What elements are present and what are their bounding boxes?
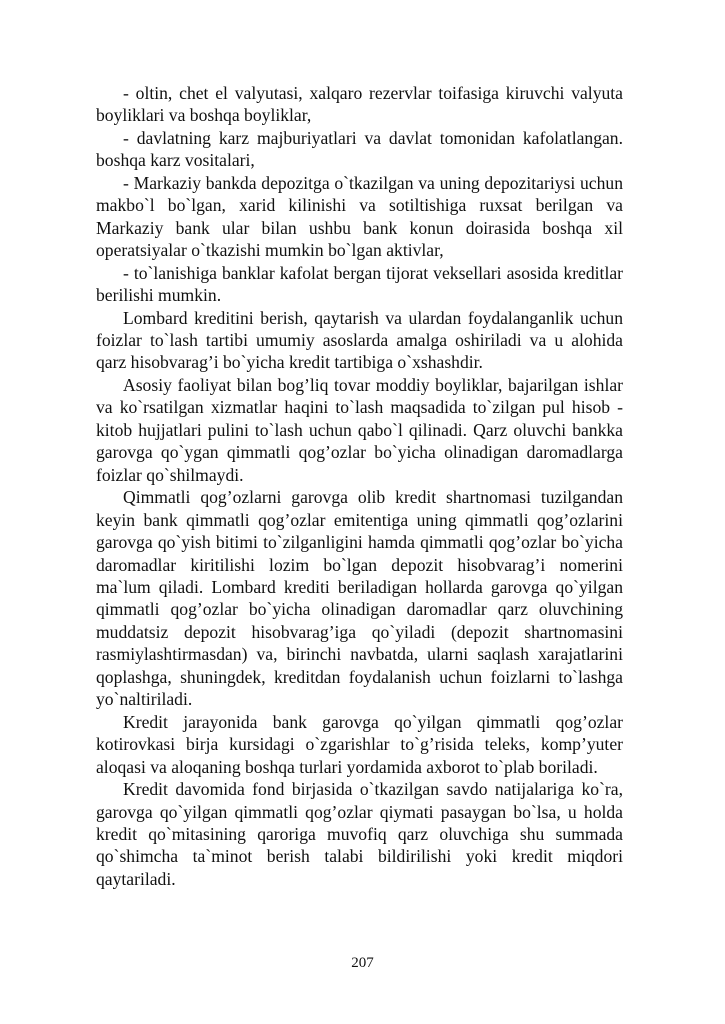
paragraph-securities-pledge: Qimmatli qog’ozlarni garovga olib kredit shartnomasi tuzilgandan keyin bank qimmatli qog’ozlar emitentiga uning qimmatli qog’ozlarini garovga qo`yish bitimi to`zilganligini hamda qimmatli qog’ozlar bo`yicha daromadlar kiritilishi lozim bo`lgan depozit hisobvarag’i nomerini ma`lum qiladi. Lombard krediti beriladigan hollarda garovga qo`yilgan qimmatli qog’ozlar bo`yicha olinadigan daromadlar qarz oluvchining muddatsiz depozit hisobvarag’iga qo`yiladi (depozit shartnomasini rasmiylashtirmasdan) va, birinchi navbatda, ularni saqlash xarajatlarini qoplashga, shuningdek, kreditdan foydalanish uchun foizlarni to`lashga yo`naltiriladi. xyxy=(96,487,623,710)
body-text xyxy=(96,82,623,890)
paragraph-credit-period: Kredit davomida fond birjasida o`tkazilgan savdo natijalariga ko`ra, garovga qo`yilgan qimmatli qog’ozlar qiymati pasaygan bo`lsa, u holda kredit qo`mitasining qaroriga muvofiq qarz oluvchiga shu summada qo`shimcha ta`minot berish talabi bildirilishi yoki kredit miqdori qaytariladi. xyxy=(96,779,623,889)
paragraph-list-item-gold: - oltin, chet el valyutasi, xalqaro rezervlar toifasiga kiruvchi valyuta boyliklari va boshqa boyliklar, xyxy=(96,83,623,126)
paragraph-lombard-credit: Lombard kreditini berish, qaytarish va ulardan foydalanganlik uchun foizlar to`lash tartibi umumiy asoslarda amalga oshiriladi va u alohida qarz hisobvarag’i bo`yicha kredit tartibiga o`xshashdir. xyxy=(96,307,623,373)
paragraph-credit-process: Kredit jarayonida bank garovga qo`yilgan qimmatli qog’ozlar kotirovkasi birja kursidagi o`zgarishlar to`g’risida teleks, komp’yuter aloqasi va aloqaning boshqa turlari yordamida axborot to`plab boriladi. xyxy=(96,711,623,777)
paragraph-list-item-state-debt: - davlatning karz majburiyatlari va davlat tomonidan kafolatlangan. boshqa karz vositalari, xyxy=(96,127,623,171)
paragraph-list-item-bills: - to`lanishiga banklar kafolat bergan tijorat veksellari asosida kreditlar berilishi mumkin. xyxy=(96,262,623,306)
paragraph-list-item-central-bank-assets: - Markaziy bankda depozitga o`tkazilgan va uning depozitariysi uchun makbo`l bo`lgan, xarid kilinishi va sotiltishiga ruxsat berilgan va Markaziy bank ular bilan ushbu bank konun doirasida boshqa xil operatsiyalar o`tkazishi mumkin bo`lgan aktivlar, xyxy=(96,172,623,261)
page-number: 207 xyxy=(351,955,374,971)
paragraph-main-activity: Asosiy faoliyat bilan bog’liq tovar moddiy boyliklar, bajarilgan ishlar va ko`rsatilgan xizmatlar haqini to`lash maqsadida to`zilgan pul hisob - kitob hujjatlari pulini to`lash uchun qabo`l qilinadi. Qarz oluvchi bankka garovga qo`ygan qimmatli qog’ozlar bo`yicha olinadigan daromadlarga foizlar qo`shilmaydi. xyxy=(96,374,623,485)
